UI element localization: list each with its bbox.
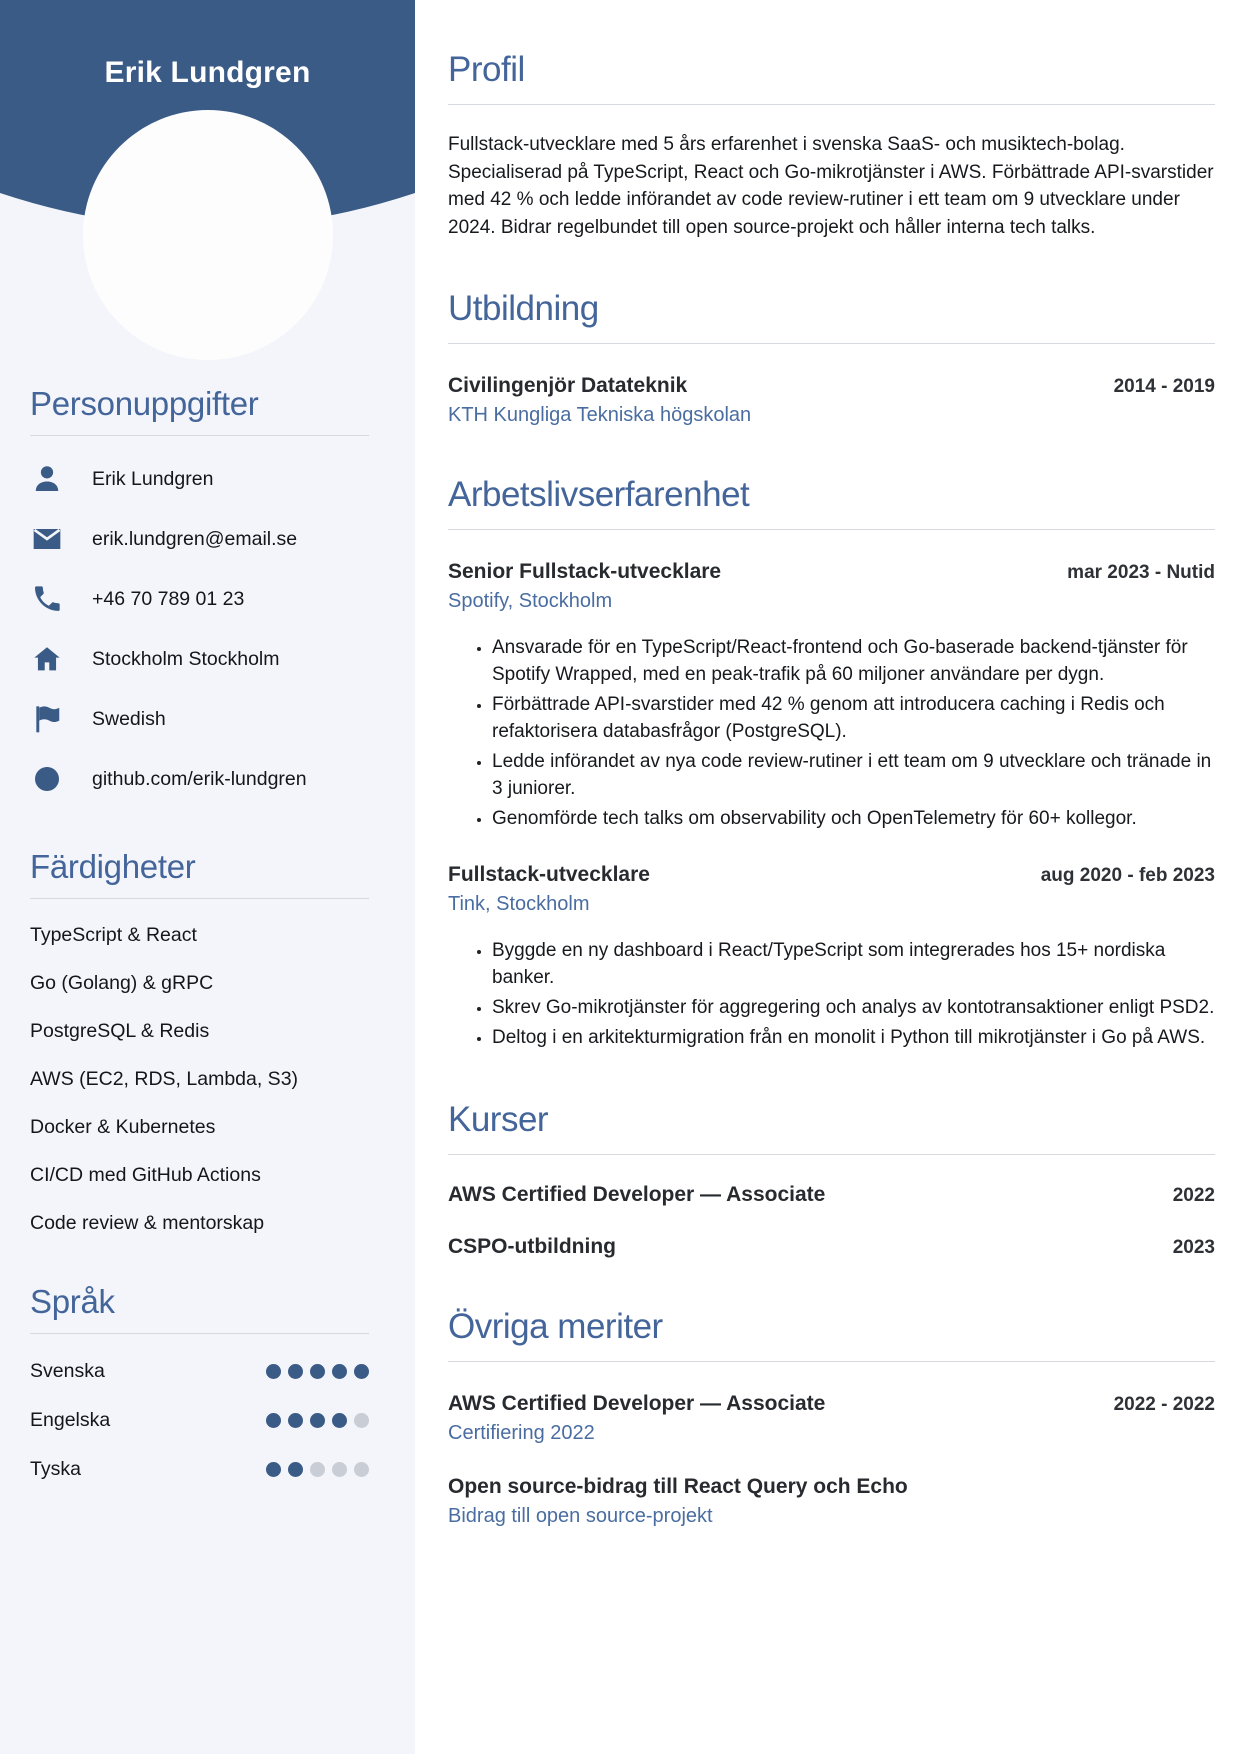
course-date: 2023 xyxy=(1172,1236,1215,1258)
merit-entry xyxy=(448,1392,1215,1445)
contact-value: Stockholm Stockholm xyxy=(92,647,280,670)
merit-subtitle: Bidrag till open source-projekt xyxy=(448,1504,713,1527)
divider xyxy=(30,435,369,436)
profile-text: Fullstack-utvecklare med 5 års erfarenhet i svenska SaaS- och musiktech-bolag. Specialiserad på TypeScript, React och Go-mikrotjänster i AWS. Förbättrade API-svarstider med 42 % och ledde införandet av code review-rutiner i ett team om 9 utvecklare under 2024. Bidrar regelbundet till open source-projekt och håller interna tech talks. xyxy=(448,134,1214,238)
merit-title: AWS Certified Developer — Associate xyxy=(448,1391,826,1415)
sidebar-content xyxy=(0,385,415,1481)
job-bullet: • Förbättrade API-svarstider med 42 % genom att introducera caching i Redis och refaktorisera databasfrågor (PostgreSQL). xyxy=(492,692,1215,746)
school-name: KTH Kungliga Tekniska högskolan xyxy=(448,404,752,427)
contact-row-address xyxy=(30,642,369,676)
language-name: Svenska xyxy=(30,1360,105,1382)
job-company: Spotify, Stockholm xyxy=(448,590,613,613)
contact-row-nationality xyxy=(30,702,369,736)
language-row xyxy=(30,1360,369,1383)
divider xyxy=(448,1154,1215,1155)
language-name: Engelska xyxy=(30,1409,111,1431)
course-date: 2022 xyxy=(1172,1184,1215,1206)
degree-date: 2014 - 2019 xyxy=(1113,376,1215,398)
courses-heading: Kurser xyxy=(448,1099,549,1139)
language-level-dot xyxy=(332,1413,347,1428)
language-name: Tyska xyxy=(30,1458,81,1480)
entry-head xyxy=(448,374,1215,398)
sidebar-hero xyxy=(0,0,415,385)
entry-head xyxy=(448,863,1215,887)
contact-value: erik.lundgren@email.se xyxy=(92,527,298,550)
language-level-dot xyxy=(310,1462,325,1477)
course-row xyxy=(448,1235,1215,1259)
job-title: Fullstack-utvecklare xyxy=(448,862,650,886)
contact-value: Erik Lundgren xyxy=(92,467,214,490)
job-bullet: • Ledde införandet av nya code review-rutiner i ett team om 9 utvecklare och tränade in 3 juniorer. xyxy=(492,749,1215,803)
language-level-dot xyxy=(310,1413,325,1428)
job-title: Senior Fullstack-utvecklare xyxy=(448,560,722,584)
language-level-dot xyxy=(332,1364,347,1379)
job-bullet: • Genomförde tech talks om observability och OpenTelemetry för 60+ kollegor. xyxy=(492,806,1215,833)
divider xyxy=(30,1333,369,1334)
course-title: CSPO-utbildning xyxy=(448,1234,616,1258)
language-level-dot xyxy=(332,1462,347,1477)
entry-head xyxy=(448,1475,1215,1499)
globe-icon xyxy=(30,762,64,796)
education-heading: Utbildning xyxy=(448,289,599,329)
contact-row-website xyxy=(30,762,369,796)
job-bullet: • Byggde en ny dashboard i React/TypeScript som integrerades hos 15+ nordiska banker. xyxy=(492,938,1215,992)
contact-value: +46 70 789 01 23 xyxy=(92,587,245,610)
contact-value: Swedish xyxy=(92,707,166,730)
job-entry xyxy=(448,863,1215,1052)
language-level-dot xyxy=(288,1413,303,1428)
skills-list xyxy=(30,924,369,1235)
skill-item: TypeScript & React xyxy=(30,924,197,946)
job-company: Tink, Stockholm xyxy=(448,892,590,915)
job-bullet: • Skrev Go-mikrotjänster för aggregering och analys av kontotransaktioner enligt PSD2. xyxy=(492,995,1215,1022)
language-level-dot xyxy=(310,1364,325,1379)
person-name: Erik Lundgren xyxy=(104,56,311,89)
skill-item: Code review & mentorskap xyxy=(30,1212,265,1234)
contact-list xyxy=(30,462,369,796)
merit-date: 2022 - 2022 xyxy=(1113,1393,1215,1415)
job-bullet: • Ansvarade för en TypeScript/React-frontend och Go-baserade backend-tjänster för Spotify Wrapped, med en peak-trafik på 60 miljoner användare per dygn. xyxy=(492,635,1215,689)
education-entry xyxy=(448,374,1215,427)
personal-details-heading: Personuppgifter xyxy=(30,385,259,422)
user-icon xyxy=(30,462,64,496)
avatar xyxy=(83,110,333,360)
phone-icon xyxy=(30,582,64,616)
course-title: AWS Certified Developer — Associate xyxy=(448,1182,826,1206)
language-level-dot xyxy=(354,1462,369,1477)
sidebar xyxy=(0,0,415,1754)
language-level-dot xyxy=(266,1462,281,1477)
divider xyxy=(448,104,1215,105)
job-entry xyxy=(448,560,1215,833)
home-icon xyxy=(30,642,64,676)
language-row xyxy=(30,1409,369,1432)
envelope-icon xyxy=(30,522,64,556)
language-level xyxy=(266,1364,369,1379)
main-content xyxy=(415,0,1241,1754)
language-level-dot xyxy=(354,1364,369,1379)
other-merits-heading: Övriga meriter xyxy=(448,1306,663,1346)
skill-item: CI/CD med GitHub Actions xyxy=(30,1164,261,1186)
merit-subtitle: Certifiering 2022 xyxy=(448,1421,595,1444)
language-level xyxy=(266,1462,369,1477)
contact-value: github.com/erik-lundgren xyxy=(92,767,307,790)
flag-icon xyxy=(30,702,64,736)
skill-item: Go (Golang) & gRPC xyxy=(30,972,214,994)
entry-head xyxy=(448,560,1215,584)
language-level-dot xyxy=(354,1413,369,1428)
profile-heading: Profil xyxy=(448,50,525,89)
course-row xyxy=(448,1183,1215,1207)
skills-heading: Färdigheter xyxy=(30,848,196,885)
language-level-dot xyxy=(266,1413,281,1428)
job-bullets xyxy=(448,635,1215,833)
contact-row-phone xyxy=(30,582,369,616)
job-bullets xyxy=(448,938,1215,1052)
merit-title: Open source-bidrag till React Query och Echo xyxy=(448,1474,908,1498)
contact-row-name xyxy=(30,462,369,496)
experience-heading: Arbetslivserfarenhet xyxy=(448,475,750,515)
divider xyxy=(30,898,369,899)
skill-item: AWS (EC2, RDS, Lambda, S3) xyxy=(30,1068,299,1090)
divider xyxy=(448,343,1215,344)
job-date: mar 2023 - Nutid xyxy=(1067,562,1215,584)
job-date: aug 2020 - feb 2023 xyxy=(1040,864,1215,886)
language-level xyxy=(266,1413,369,1428)
skill-item: PostgreSQL & Redis xyxy=(30,1020,210,1042)
divider xyxy=(448,529,1215,530)
language-level-dot xyxy=(266,1364,281,1379)
language-level-dot xyxy=(288,1364,303,1379)
languages-list xyxy=(30,1360,369,1481)
contact-row-email xyxy=(30,522,369,556)
job-bullet: • Deltog i en arkitekturmigration från en monolit i Python till mikrotjänster i Go på AWS. xyxy=(492,1025,1215,1052)
language-level-dot xyxy=(288,1462,303,1477)
skill-item: Docker & Kubernetes xyxy=(30,1116,216,1138)
degree-title: Civilingenjör Datateknik xyxy=(448,374,688,398)
languages-heading: Språk xyxy=(30,1283,115,1320)
merit-entry xyxy=(448,1475,1215,1528)
language-row xyxy=(30,1458,369,1481)
entry-head xyxy=(448,1392,1215,1416)
divider xyxy=(448,1361,1215,1362)
